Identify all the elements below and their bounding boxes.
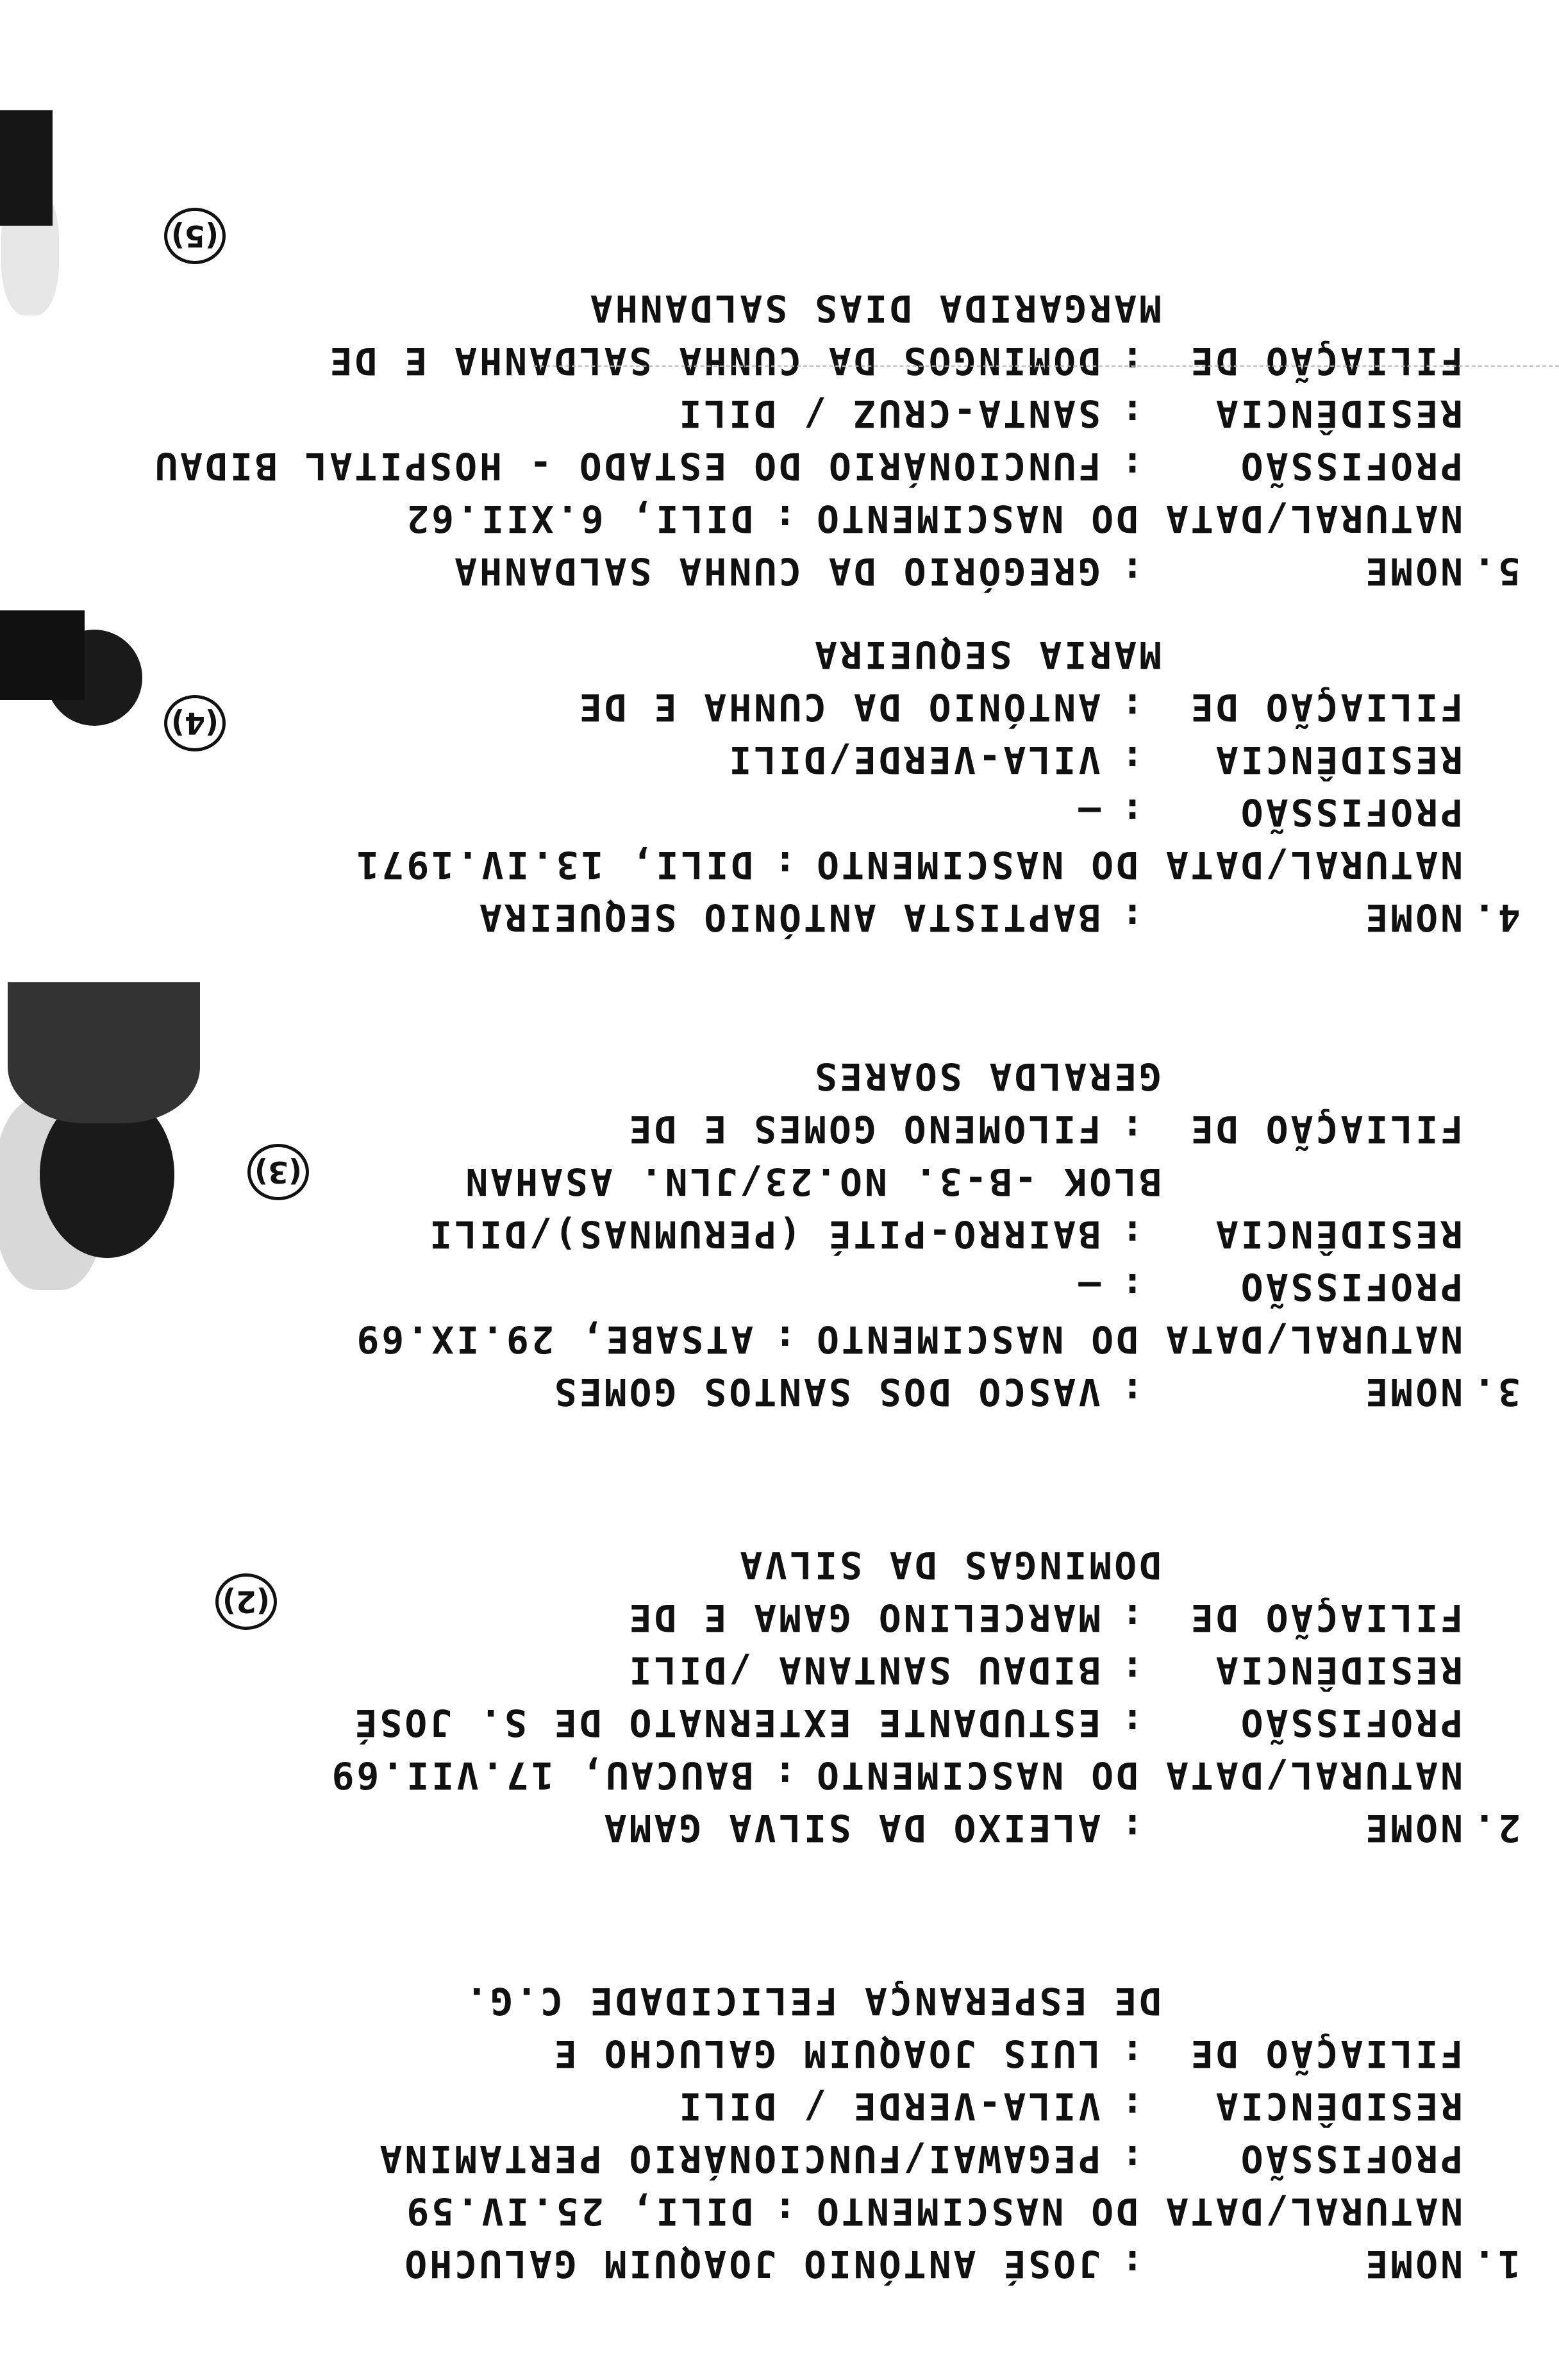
natural-label: NATURAL/DATA DO NASCIMENTO [814,843,1463,887]
filiacao-value: DOMINGOS DA CUNHA SALDANHA E DE [327,339,1101,383]
entry-4-profissao-line: PROFISSÃO : — [354,786,1521,839]
natural-value: DILI, 25.IV.59 [404,2190,754,2233]
entry-2 [329,1539,1521,1854]
filiacao-label: FILIAÇÃO DE [1188,1596,1463,1639]
entry-3-residencia-line: RESIDÊNCIA : BAIRRO-PITÉ (PERUMNAS)/DILI [354,1208,1521,1261]
nome-label: NOME [1363,549,1463,593]
filiacao-label: FILIAÇÃO DE [1188,1107,1463,1151]
profissao-value: PEGAWAI/FUNCIONÁRIO PERTAMINA [377,2137,1101,2181]
natural-label: NATURAL/DATA DO NASCIMENTO [814,2190,1463,2233]
residencia-label: RESIDÊNCIA [1213,738,1463,782]
residencia-label: RESIDÊNCIA [1213,2084,1463,2128]
entry-1-filiacao-line: FILIAÇÃO DE : LUIS JOAQUIM GALUCHO E [377,2027,1521,2080]
entry-1-nome-line: 1. NOME : JOSÉ ANTÓNIO JOAQUIM GALUCHO [377,2238,1521,2290]
entry-number: 3. [1471,1370,1521,1414]
entry-3-filiacao-cont [354,1050,1521,1103]
entry-number: 4. [1471,896,1521,939]
entry-4 [354,628,1521,944]
nome-value: JOSÉ ANTÓNIO JOAQUIM GALUCHO [402,2242,1101,2286]
entry-5-natural-line: NATURAL/DATA DO NASCIMENTO : DILI, 6.XII.62 [153,492,1521,545]
filiacao-label: FILIAÇÃO DE [1188,2032,1463,2075]
nome-label: NOME [1363,2242,1463,2286]
entry-1 [377,1975,1521,2290]
nome-value: BAPTISTA ANTÓNIO SEQUEIRA [477,896,1101,939]
residencia-label: RESIDÊNCIA [1213,1212,1463,1256]
entry-1-filiacao-cont [377,1975,1521,2027]
entry-1-natural-line: NATURAL/DATA DO NASCIMENTO : DILI, 25.IV.59 [377,2185,1521,2238]
residencia-value-2: BLOK -B-3. NO.23/JLN. ASAHAN [463,1160,1162,1203]
filiacao-value: ANTÓNIO DA CUNHA E DE [576,685,1101,729]
filiacao-value-2: MARGARIDA DIAS SALDANHA [587,287,1162,330]
nome-label: NOME [1363,1370,1463,1414]
filiacao-label: FILIAÇÃO DE [1188,339,1463,383]
entry-2-residencia-line: RESIDÊNCIA : BIDAU SANTANA /DILI [329,1644,1521,1697]
entry-4-residencia-line: RESIDÊNCIA : VILA-VERDE/DILI [354,733,1521,786]
profissao-label: PROFISSÃO [1238,444,1463,488]
filiacao-value: FILOMENO GOMES E DE [626,1107,1101,1151]
entry-5-nome-line: 5. NOME : GREGÓRIO DA CUNHA SALDANHA [153,545,1521,598]
entry-4-natural-line: NATURAL/DATA DO NASCIMENTO : DILI, 13.IV.1971 [354,839,1521,891]
nome-label: NOME [1363,896,1463,939]
entry-5-residencia-line: RESIDÊNCIA : SANTA-CRUZ / DILI [153,387,1521,440]
natural-label: NATURAL/DATA DO NASCIMENTO [814,1318,1463,1361]
nome-label: NOME [1363,1806,1463,1850]
dashed-separator [533,365,1559,367]
residencia-value: BIDAU SANTANA /DILI [626,1648,1101,1692]
profissao-label: PROFISSÃO [1238,1701,1463,1745]
entry-4-filiacao-line: FILIAÇÃO DE : ANTÓNIO DA CUNHA E DE [354,681,1521,733]
photo-ref-3: (3) [247,1144,309,1200]
photo-ref-5: (5) [164,208,226,264]
entry-number: 5. [1471,549,1521,593]
entry-5-filiacao-cont [153,282,1521,335]
residencia-value: SANTA-CRUZ / DILI [676,392,1101,435]
entry-1-residencia-line: RESIDÊNCIA : VILA-VERDE / DILI [377,2080,1521,2133]
entry-3-nome-line: 3. NOME : VASCO DOS SANTOS GOMES [354,1366,1521,1418]
natural-label: NATURAL/DATA DO NASCIMENTO [814,497,1463,541]
residencia-value: BAIRRO-PITÉ (PERUMNAS)/DILI [427,1212,1101,1256]
entry-number: 2. [1471,1806,1521,1850]
entry-2-nome-line: 2. NOME : ALEIXO DA SILVA GAMA [329,1802,1521,1854]
entry-5 [153,282,1521,598]
portrait-photo-5 [0,110,59,341]
entry-number: 1. [1471,2242,1521,2286]
residencia-value: VILA-VERDE/DILI [726,738,1101,782]
filiacao-value-2: DE ESPERANÇA FELICIDADE C.G. [463,1979,1162,2023]
entry-5-filiacao-line: FILIAÇÃO DE : DOMINGOS DA CUNHA SALDANHA E DE [153,335,1521,387]
filiacao-value: MARCELINO GAMA E DE [626,1596,1101,1639]
filiacao-value: LUIS JOAQUIM GALUCHO E [551,2032,1101,2075]
natural-value: ATSABE, 29.IX.69 [354,1318,754,1361]
entry-1-profissao-line: PROFISSÃO : PEGAWAI/FUNCIONÁRIO PERTAMINA [377,2133,1521,2185]
profissao-value: ESTUDANTE EXTERNATO DE S. JOSÉ [352,1701,1101,1745]
nome-value: GREGÓRIO DA CUNHA SALDANHA [452,549,1101,593]
photo-ref-2: (2) [215,1573,277,1630]
residencia-value: VILA-VERDE / DILI [676,2084,1101,2128]
filiacao-value-2: GERALDA SOARES [812,1055,1162,1098]
natural-label: NATURAL/DATA DO NASCIMENTO [814,1754,1463,1797]
natural-value: DILI, 13.IV.1971 [354,843,754,887]
profissao-label: PROFISSÃO [1238,2137,1463,2181]
profissao-value: — [1076,1265,1101,1309]
profissao-label: PROFISSÃO [1238,1265,1463,1309]
profissao-label: PROFISSÃO [1238,791,1463,834]
entry-3-residencia-cont [354,1155,1521,1208]
entry-2-filiacao-line: FILIAÇÃO DE : MARCELINO GAMA E DE [329,1591,1521,1644]
entry-5-profissao-line: PROFISSÃO : FUNCIONÁRIO DO ESTADO - HOSPITAL BIDAU [153,440,1521,492]
filiacao-label: FILIAÇÃO DE [1188,685,1463,729]
natural-value: BAUCAU, 17.VII.69 [329,1754,754,1797]
filiacao-value-2: DOMINGAS DA SILVA [737,1543,1162,1587]
profissao-value: — [1076,791,1101,834]
entry-3-filiacao-line: FILIAÇÃO DE : FILOMENO GOMES E DE [354,1103,1521,1155]
entry-2-filiacao-cont [329,1539,1521,1591]
portrait-photo-3 [0,982,200,1316]
natural-value: DILI, 6.XII.62 [404,497,754,541]
residencia-label: RESIDÊNCIA [1213,392,1463,435]
entry-3 [354,1050,1521,1418]
entry-4-nome-line: 4. NOME : BAPTISTA ANTÓNIO SEQUEIRA [354,891,1521,944]
entry-2-profissao-line: PROFISSÃO : ESTUDANTE EXTERNATO DE S. JOSÉ [329,1697,1521,1749]
entry-2-natural-line: NATURAL/DATA DO NASCIMENTO : BAUCAU, 17.VII.69 [329,1749,1521,1802]
entry-3-profissao-line: PROFISSÃO : — [354,1261,1521,1313]
portrait-photo-4 [0,610,162,739]
filiacao-value-2: MARIA SEQUEIRA [812,633,1162,676]
residencia-label: RESIDÊNCIA [1213,1648,1463,1692]
profissao-value: FUNCIONÁRIO DO ESTADO - HOSPITAL BIDAU [153,444,1101,488]
entry-3-natural-line: NATURAL/DATA DO NASCIMENTO : ATSABE, 29.IX.69 [354,1313,1521,1366]
entry-4-filiacao-cont [354,628,1521,681]
nome-value: VASCO DOS SANTOS GOMES [551,1370,1101,1414]
photo-ref-4: (4) [164,695,226,751]
nome-value: ALEIXO DA SILVA GAMA [601,1806,1101,1850]
